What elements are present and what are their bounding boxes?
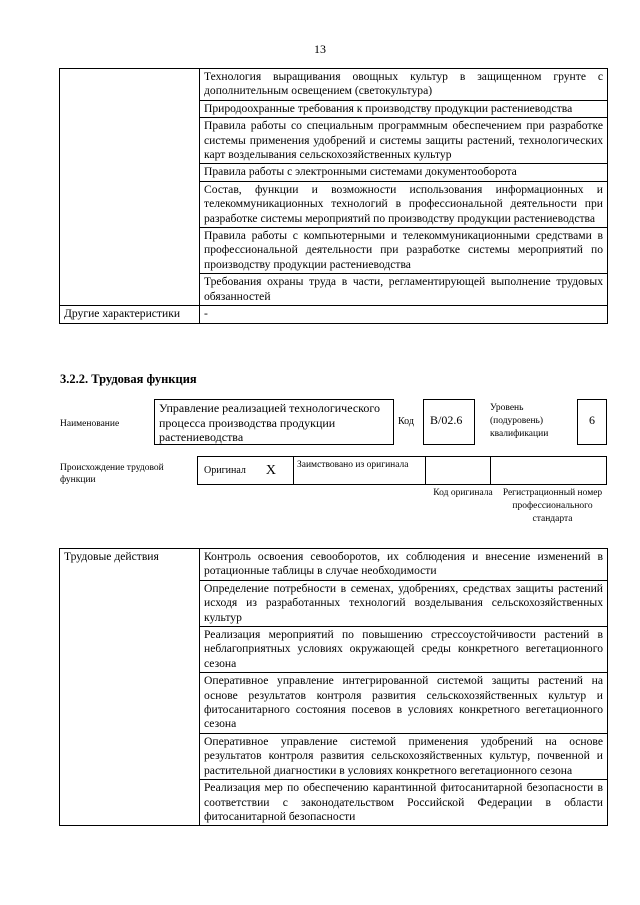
name-label: Наименование <box>60 419 120 429</box>
qualification-level-box: 6 <box>577 399 607 445</box>
reg-number-cell <box>490 456 607 485</box>
origin-row <box>198 456 607 485</box>
borrowed-cell: Заимствовано из оригинала <box>293 456 426 485</box>
code-box: B/02.6 <box>423 399 475 445</box>
table-cell: Реализация мероприятий по повышению стрессоустойчивости растений в неблагоприятных условиях окружающей среды конкретного вегетационного сезона <box>200 627 608 673</box>
table-cell: Природоохранные требования к производству продукции растениеводства <box>200 100 608 117</box>
labor-actions-label: Трудовые действия <box>60 549 200 826</box>
labor-actions-table <box>59 548 608 826</box>
original-label: Оригинал <box>204 465 246 476</box>
other-characteristics-label: Другие характеристики <box>60 306 200 323</box>
table-cell: Правила работы с электронными системами документооборота <box>200 164 608 181</box>
origin-label: Происхождение трудовой функции <box>60 463 164 485</box>
table-cell: Контроль освоения севооборотов, их соблюдения и внесение изменений в ротационные таблицы в случае необходимости <box>200 549 608 581</box>
page-number: 13 <box>314 42 326 56</box>
table-cell: Реализация мер по обеспечению карантинной фитосанитарной безопасности в соответствии с законодательством Российской Федерации в области фитосанитарной безопасности <box>200 780 608 826</box>
code-original-label: Код оригинала <box>433 488 493 498</box>
qualification-level-label: Уровень (подуровень) квалификации <box>490 403 549 439</box>
table-cell: Оперативное управление интегрированной системой защиты растений на основе результатов контроля развития сельскохозяйственных культур и фитосанитарного состояния посевов в условиях конкретного вегетационного сезона <box>200 673 608 734</box>
section-heading: 3.2.2. Трудовая функция <box>60 372 197 386</box>
original-cell <box>197 456 294 485</box>
table-cell: Оперативное управление системой применения удобрений на основе результатов контроля развития сельскохозяйственных культур, почвенной и растительной диагностики в условиях конкретного вегетационного сезона <box>200 733 608 779</box>
empty-label-cell <box>60 69 200 306</box>
original-mark: X <box>265 462 277 478</box>
other-characteristics-value: - <box>200 306 608 323</box>
knowledge-table <box>59 68 608 324</box>
table-row <box>60 69 608 101</box>
function-name-box: Управление реализацией технологического процесса производства продукции растениеводства <box>154 399 394 445</box>
reg-number-label: Регистрационный номер профессионального стандарта <box>502 488 603 524</box>
code-label: Код <box>398 416 414 427</box>
table-row <box>60 549 608 581</box>
table-cell: Технология выращивания овощных культур в защищенном грунте с дополнительным освещением (светокультура) <box>200 69 608 101</box>
table-row <box>60 306 608 323</box>
table-cell: Правила работы со специальным программным обеспечением при разработке системы применения удобрений и системы защиты растений, технологических карт возделывания сельскохозяйственных культур <box>200 118 608 164</box>
code-original-cell <box>425 456 491 485</box>
table-cell: Правила работы с компьютерными и телекоммуникационными средствами в профессиональной деятельности при разработке системы мероприятий по производству продукции растениеводства <box>200 228 608 274</box>
table-cell: Состав, функции и возможности использования информационных и телекоммуникационных технологий в профессиональной деятельности при разработке системы мероприятий по производству продукции растениеводства <box>200 181 608 227</box>
table-cell: Определение потребности в семенах, удобрениях, средствах защиты растений исходя из разработанных технологий возделывания сельскохозяйственных культур <box>200 580 608 626</box>
table-cell: Требования охраны труда в части, регламентирующей выполнение трудовых обязанностей <box>200 274 608 306</box>
